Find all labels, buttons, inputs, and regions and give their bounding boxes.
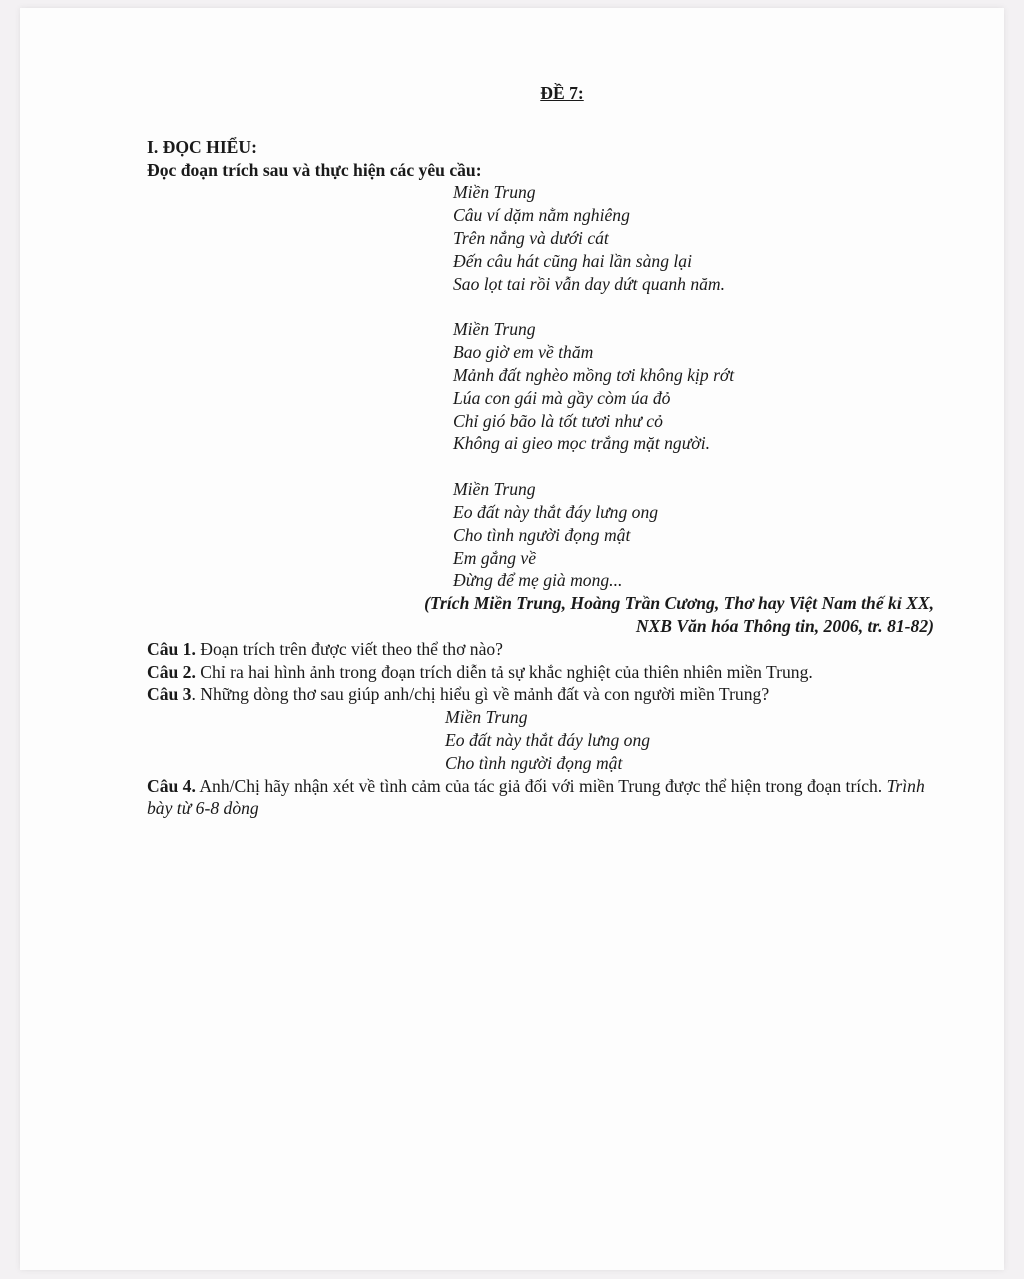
poem-line: Bao giờ em về thăm: [453, 342, 594, 363]
poem-line: Đến câu hát cũng hai lần sàng lại: [453, 250, 692, 271]
poem-line: Miền Trung: [453, 182, 536, 203]
question-3: [147, 683, 937, 706]
poem-stanza-3: [453, 478, 937, 592]
source-line-1: (Trích Miền Trung, Hoàng Trần Cương, Thơ hay Việt Nam thế kỉ XX,: [424, 593, 934, 614]
poem-excerpt: [453, 181, 937, 592]
question-2: [147, 661, 937, 684]
poem-line: Mảnh đất nghèo mồng tơi không kịp rớt: [453, 364, 735, 385]
poem-line: Đừng để mẹ già mong...: [453, 570, 623, 591]
question-4-label: Câu 4.: [147, 775, 196, 796]
question-4-text: Anh/Chị hãy nhận xét về tình cảm của tác giả đối với miền Trung được thể hiện trong đoạn trích.: [195, 775, 887, 796]
poem-line: Eo đất này thắt đáy lưng ong: [445, 729, 651, 750]
poem-line: Miền Trung: [453, 479, 536, 500]
poem-line: Sao lọt tai rồi vẫn day dứt quanh năm.: [453, 273, 726, 294]
section-heading: I. ĐỌC HIỂU:: [147, 136, 257, 157]
question-1-label: Câu 1.: [147, 638, 196, 659]
poem-line: Miền Trung: [445, 707, 528, 728]
question-4-italic-note: Trình bày từ 6-8 dòng: [147, 775, 925, 819]
poem-source-citation: [147, 592, 937, 638]
question-3-poem: [445, 706, 937, 774]
source-line-2: NXB Văn hóa Thông tin, 2006, tr. 81-82): [635, 615, 934, 636]
question-3-text: . Những dòng thơ sau giúp anh/chị hiểu gì về mảnh đất và con người miền Trung?: [191, 684, 770, 705]
poem-line: Không ai gieo mọc trắng mặt người.: [453, 433, 710, 454]
poem-line: Em gắng về: [453, 547, 537, 568]
poem-line: Trên nắng và dưới cát: [453, 227, 609, 248]
document-page: [20, 8, 1004, 1270]
question-3-label: Câu 3: [147, 684, 192, 705]
poem-line: Miền Trung: [453, 319, 536, 340]
instruction-text: Đọc đoạn trích sau và thực hiện các yêu cầu:: [147, 159, 482, 180]
question-4: [147, 775, 937, 821]
question-2-label: Câu 2.: [147, 661, 196, 682]
poem-line: Chỉ gió bão là tốt tươi như cỏ: [453, 410, 663, 431]
poem-line: Eo đất này thắt đáy lưng ong: [453, 501, 659, 522]
poem-stanza-2: [453, 318, 937, 455]
poem-line: Cho tình người đọng mật: [453, 524, 631, 545]
question-1: [147, 638, 937, 661]
poem-stanza-1: [453, 181, 937, 295]
document-content: [147, 82, 937, 820]
page-title: ĐỀ 7:: [540, 83, 584, 103]
question-1-text: Đoạn trích trên được viết theo thể thơ nào?: [195, 638, 503, 659]
poem-line: Cho tình người đọng mật: [445, 752, 623, 773]
poem-line: Câu ví dặm nằm nghiêng: [453, 205, 630, 226]
question-2-text: Chỉ ra hai hình ảnh trong đoạn trích diễn tả sự khắc nghiệt của thiên nhiên miền Trung.: [195, 661, 813, 682]
poem-line: Lúa con gái mà gầy còm úa đỏ: [453, 387, 671, 408]
